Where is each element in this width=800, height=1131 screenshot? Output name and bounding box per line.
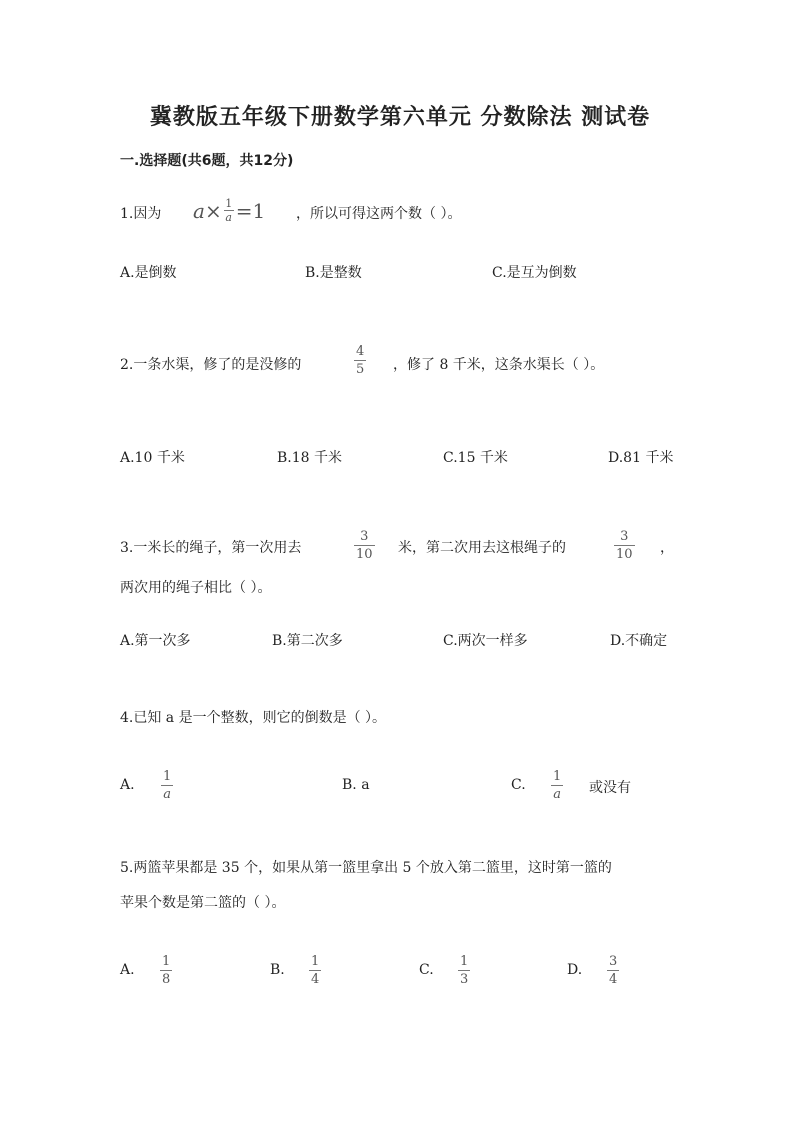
fraction-bar — [161, 785, 173, 786]
q4-c-num: 1 — [553, 769, 562, 784]
q3-prefix: 3.一米长的绳子，第一次用去 — [120, 540, 302, 556]
page-title: 冀教版五年级下册数学第六单元 分数除法 测试卷 — [149, 105, 651, 130]
q4-a-den: a — [163, 787, 172, 802]
q3-option-b[interactable]: B.第二次多 — [272, 633, 343, 649]
q5-d-den: 4 — [609, 972, 618, 987]
q1-math-den: a — [225, 211, 232, 224]
q2-option-c[interactable]: C.15 千米 — [443, 450, 508, 466]
q2-option-a[interactable]: A.10 千米 — [120, 450, 185, 466]
q5-b-den: 4 — [311, 972, 320, 987]
q1-math-a: a — [193, 198, 205, 223]
q3-frac1-num: 3 — [360, 529, 369, 544]
q2-option-b[interactable]: B.18 千米 — [277, 450, 343, 466]
fraction-bar — [607, 970, 619, 971]
q3-fraction-1 — [354, 530, 375, 561]
q5-option-b-fraction[interactable] — [309, 955, 321, 986]
q5-option-a-label[interactable]: A. — [120, 962, 135, 978]
q3-frac2-num: 3 — [620, 529, 629, 544]
q4-option-a-label[interactable]: A. — [120, 777, 135, 793]
q2-option-d[interactable]: D.81 千米 — [608, 450, 674, 466]
section-heading: 一.选择题(共6题，共12分) — [120, 153, 294, 169]
q4-option-c-suffix: 或没有 — [589, 780, 631, 796]
q5-a-den: 8 — [162, 972, 171, 987]
q1-option-c[interactable]: C.是互为倒数 — [492, 265, 577, 281]
fraction-bar — [458, 970, 470, 971]
q5-option-c-fraction[interactable] — [458, 955, 470, 986]
q3-option-d[interactable]: D.不确定 — [610, 633, 668, 649]
q3-line2: 两次用的绳子相比（ ）。 — [120, 580, 272, 596]
q3-frac2-den: 10 — [616, 547, 633, 562]
q1-suffix: ，所以可得这两个数（ ）。 — [296, 206, 462, 222]
q4-c-den: a — [553, 787, 562, 802]
q5-line1: 5.两篮苹果都是 35 个，如果从第一篮里拿出 5 个放入第二篮里，这时第一篮的 — [120, 860, 612, 876]
q1-math-num: 1 — [225, 197, 233, 210]
q5-option-d-label[interactable]: D. — [567, 962, 583, 978]
q5-option-b-label[interactable]: B. — [270, 962, 285, 978]
q1-math-expression — [193, 198, 265, 223]
q3-frac1-den: 10 — [356, 547, 373, 562]
q5-a-num: 1 — [162, 954, 171, 969]
q1-math-fraction — [224, 198, 234, 223]
q2-prefix: 2.一条水渠，修了的是没修的 — [120, 357, 302, 373]
q3-comma: ， — [660, 540, 674, 556]
q2-frac-num: 4 — [356, 344, 365, 359]
q4-a-num: 1 — [163, 769, 172, 784]
q1-option-a[interactable]: A.是倒数 — [120, 265, 177, 281]
q2-frac-den: 5 — [356, 362, 365, 377]
q4-option-b[interactable]: B. a — [342, 777, 370, 793]
q5-option-d-fraction[interactable] — [607, 955, 619, 986]
q4-option-c-label[interactable]: C. — [511, 777, 526, 793]
fraction-bar — [309, 970, 321, 971]
q5-c-den: 3 — [460, 972, 469, 987]
q1-option-b[interactable]: B.是整数 — [305, 265, 362, 281]
q5-c-num: 1 — [460, 954, 469, 969]
q4-option-a-fraction[interactable] — [161, 770, 173, 801]
q3-option-a[interactable]: A.第一次多 — [120, 633, 191, 649]
q1-prefix: 1.因为 — [120, 206, 162, 222]
q4-option-c-fraction[interactable] — [551, 770, 563, 801]
fraction-bar — [551, 785, 563, 786]
q2-suffix: ，修了 8 千米，这条水渠长（ ）。 — [393, 357, 605, 373]
q5-option-c-label[interactable]: C. — [419, 962, 434, 978]
q3-fraction-2 — [614, 530, 635, 561]
q5-d-num: 3 — [609, 954, 618, 969]
q5-b-num: 1 — [311, 954, 320, 969]
q3-middle: 米，第二次用去这根绳子的 — [398, 540, 566, 556]
fraction-bar — [614, 545, 635, 546]
q1-math-eq: =1 — [235, 198, 266, 223]
fraction-bar — [354, 360, 366, 361]
q1-math-times: × — [204, 198, 222, 223]
fraction-bar — [354, 545, 375, 546]
q5-option-a-fraction[interactable] — [160, 955, 172, 986]
q5-line2: 苹果个数是第二篮的（ ）。 — [120, 895, 286, 911]
q3-option-c[interactable]: C.两次一样多 — [443, 633, 528, 649]
q4-text: 4.已知 a 是一个整数，则它的倒数是（ ）。 — [120, 710, 387, 726]
q2-fraction — [354, 345, 366, 376]
fraction-bar — [160, 970, 172, 971]
